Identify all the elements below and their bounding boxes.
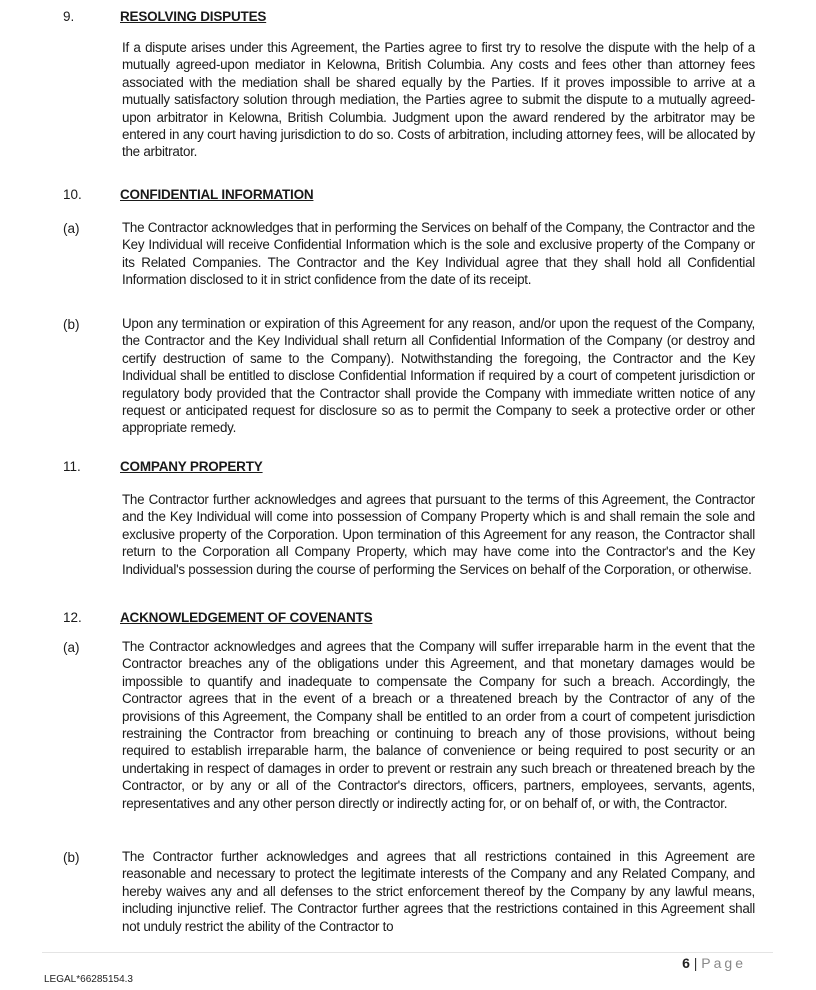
- section-number: 9.: [63, 9, 75, 24]
- clause-paragraph: The Contractor acknowledges and agrees that the Company will suffer irreparable harm in the event that the Contractor breaches any of the obligations under this Agreement, and that monetary damages would be impossible to quantify and inadequate to compensate the Company for such a breach. Accordingly, the Contractor agrees that in the event of a breach or a threatened breach by the Contractor of any of the provisions of this Agreement, the Company shall be entitled to an order from a court of competent jurisdiction restraining the Contractor from breaching or continuing to breach any of those provisions, without being required to establish irreparable harm, the balance of convenience or being required to post security or an undertaking in respect of damages in order to prevent or restrain any such breach or threatened breach by the Contractor, or by any or all of the Contractor's directors, officers, partners, employees, servants, agents, representatives and any other person directly or indirectly acting for, or on behalf of, or with, the Contractor.: [122, 639, 755, 811]
- document-id: LEGAL*66285154.3: [44, 974, 133, 985]
- page-number: [682, 955, 746, 971]
- clause-label: (b): [63, 317, 80, 332]
- section-number: 11.: [63, 459, 81, 474]
- page-number-value: 6: [682, 955, 690, 971]
- section-number: 10.: [63, 187, 82, 202]
- section-heading: ACKNOWLEDGEMENT OF COVENANTS: [120, 610, 373, 625]
- section-paragraph: If a dispute arises under this Agreement, the Parties agree to first try to resolve the dispute with the help of a mutually agreed-upon mediator in Kelowna, British Columbia. Any costs and fees other than attorney fees associated with the mediation shall be shared equally by the Parties. If it proves impossible to arrive at a mutually satisfactory solution through mediation, the Parties agree to submit the dispute to a mutually agreed-upon arbitrator in Kelowna, British Columbia. Judgment upon the award rendered by the arbitrator may be entered in any court having jurisdiction to do so. Costs of arbitration, including attorney fees, will be allocated by the arbitrator.: [122, 40, 755, 160]
- footer-divider: [42, 952, 773, 953]
- clause-paragraph: Upon any termination or expiration of this Agreement for any reason, and/or upon the request of the Company, the Contractor and the Key Individual shall return all Confidential Information of the Company (or destroy and certify destruction of same to the Company). Notwithstanding the foregoing, the Contractor and the Key Individual shall be entitled to disclose Confidential Information if required by a court of competent jurisdiction or regulatory body provided that the Contractor shall provide the Company with immediate written notice of any request or anticipated request for disclosure so as to permit the Company to seek a protective order or other appropriate remedy.: [122, 316, 755, 436]
- clause-label: (b): [63, 850, 80, 865]
- section-heading: CONFIDENTIAL INFORMATION: [120, 187, 314, 202]
- clause-paragraph: The Contractor acknowledges that in performing the Services on behalf of the Company, the Contractor and the Key Individual will receive Confidential Information which is the sole and exclusive property of the Company or its Related Companies. The Contractor and the Key Individual agree that they shall hold all Confidential Information disclosed to it in strict confidence from the date of its receipt.: [122, 220, 755, 288]
- section-paragraph: The Contractor further acknowledges and agrees that pursuant to the terms of this Agreement, the Contractor and the Key Individual will come into possession of Company Property which is and shall remain the sole and exclusive property of the Corporation. Upon termination of this Agreement for any reason, the Contractor shall return to the Corporation all Company Property, which may have come into the Contractor's and the Key Individual's possession during the course of performing the Services on behalf of the Corporation, or otherwise.: [122, 492, 755, 577]
- clause-paragraph: The Contractor further acknowledges and agrees that all restrictions contained in this Agreement are reasonable and necessary to protect the legitimate interests of the Company and any Related Company, and hereby waives any and all defenses to the strict enforcement thereof by the Company by any lawful means, including injunctive relief. The Contractor further agrees that the restrictions contained in this Agreement shall not unduly restrict the ability of the Contractor to: [122, 849, 755, 934]
- clause-label: (a): [63, 221, 80, 236]
- clause-label: (a): [63, 640, 80, 655]
- page-separator: |: [693, 955, 698, 971]
- page-word: Page: [701, 955, 746, 971]
- section-number: 12.: [63, 610, 82, 625]
- section-heading: COMPANY PROPERTY: [120, 459, 263, 474]
- section-heading: RESOLVING DISPUTES: [120, 9, 267, 24]
